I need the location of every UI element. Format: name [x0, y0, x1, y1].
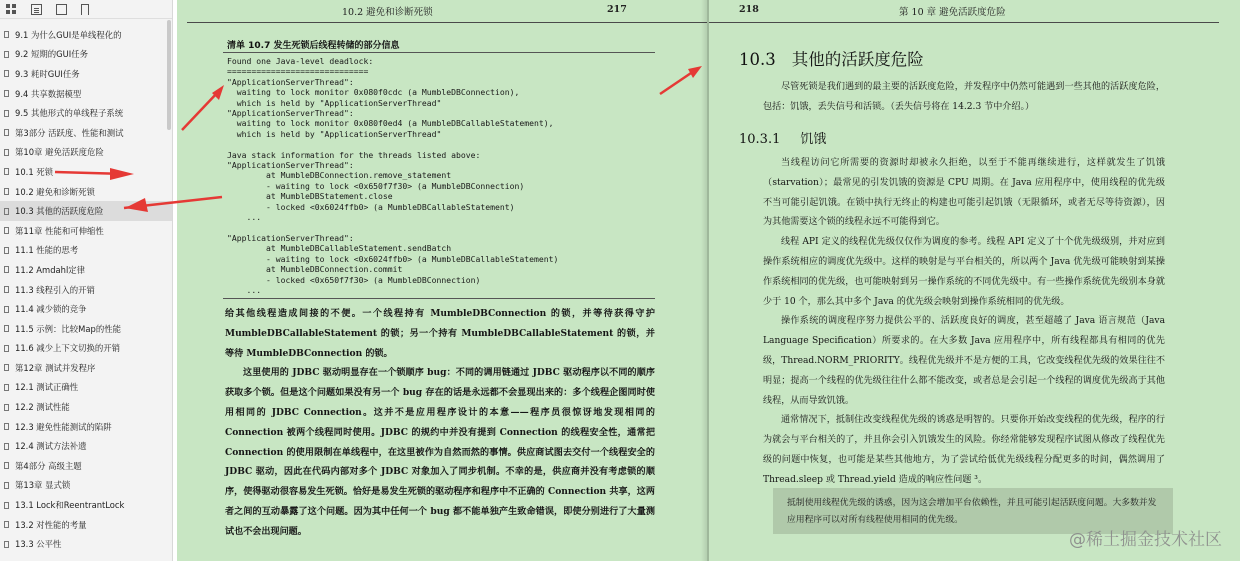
toc-item-label: 12.4 测试方法补遗 [15, 441, 87, 452]
bookmark-page-icon [4, 404, 9, 411]
paragraph-1: 给其他线程造成间接的不便。一个线程持有 MumbleDBConnection 的锁，并等待获得守护 MumbleDBCallableStatement 的锁；另一个持有 MumbleDBCallableStatement 的锁，并等待 MumbleDBConnection 的锁。 [225, 308, 655, 359]
bookmark-page-icon [4, 462, 9, 469]
toc-item[interactable] [0, 64, 172, 84]
sidebar-scrollbar[interactable] [167, 20, 171, 130]
bookmark-page-icon [4, 502, 9, 509]
bookmark-page-icon [4, 266, 9, 273]
bookmark-page-icon [4, 482, 9, 489]
toc-item-label: 第4部分 高级主题 [15, 460, 82, 471]
toc-item-label: 10.1 死锁 [15, 166, 54, 177]
tip-text: 抵制使用线程优先级的诱惑，因为这会增加平台依赖性，并且可能引起活跃度问题。大多数并发应用程序可以对所有线程使用相同的优先级。 [787, 498, 1157, 525]
toc-item-label: 13.2 对性能的考量 [15, 519, 87, 530]
toc-sidebar [0, 0, 173, 561]
toc-item[interactable] [0, 319, 172, 339]
paragraph-3: 操作系统的调度程序努力提供公平的、活跃度良好的调度，甚至超越了 Java 语言规范（Java Language Specification）所要求的。在大多数 Java 应用程序中，所有线程都具有相同的优先级，Thread.NORM_PRIORITY。线程优先级并不是方便的工具，它改变线程优先级的效果往往不明显；提高一个线程的优先级往往什么都不能改变，或者总是会引起一个线程的调度优先级高于其他线程，从而导致饥饿。 [763, 316, 1165, 406]
sidebar-toolbar [0, 0, 172, 19]
bookmark-page-icon [4, 70, 9, 77]
toc-list [0, 19, 172, 554]
bookmark-page-icon [4, 325, 9, 332]
bookmark-page-icon [4, 188, 9, 195]
toc-item-label: 13.1 Lock和ReentrantLock [15, 500, 125, 511]
bookmark-page-icon [4, 306, 9, 313]
running-header: 10.2 避免和诊断死锁 [342, 7, 433, 18]
bookmark-page-icon [4, 51, 9, 58]
toc-item[interactable] [0, 84, 172, 104]
toc-item[interactable] [0, 417, 172, 437]
toc-item-label: 9.4 共享数据模型 [15, 88, 82, 99]
toc-item[interactable] [0, 378, 172, 398]
toc-item[interactable] [0, 201, 172, 221]
running-header: 第 10 章 避免活跃度危险 [899, 7, 1006, 18]
toc-item[interactable] [0, 182, 172, 202]
bookmark-page-icon [4, 384, 9, 391]
toc-item[interactable] [0, 143, 172, 163]
bookmark-page-icon [4, 286, 9, 293]
section-number: 10.3 [739, 50, 776, 69]
listing-title: 清单 10.7 发生死锁后线程转储的部分信息 [227, 41, 400, 51]
toc-item-label: 9.2 短期的GUI任务 [15, 49, 88, 60]
toc-item-label: 10.2 避免和诊断死锁 [15, 186, 95, 197]
toc-item-label: 11.4 减少锁的竞争 [15, 304, 87, 315]
toc-item[interactable] [0, 358, 172, 378]
toc-item-label: 12.3 避免性能测试的陷阱 [15, 421, 112, 432]
header-rule [709, 22, 1219, 23]
toc-item-label: 12.1 测试正确性 [15, 382, 79, 393]
toc-item-label: 9.5 其他形式的单线程子系统 [15, 108, 124, 119]
toc-item[interactable] [0, 123, 172, 143]
toc-item[interactable] [0, 339, 172, 359]
paragraph-2: 这里使用的 JDBC 驱动明显存在一个锁顺序 bug：不同的调用链通过 JDBC 驱动程序以不同的顺序获取多个锁。但是这个问题如果没有另一个 bug 存在的话是永远都不会显现出来的：多个线程企图同时使用相同的 JDBC Connection。这并不是应用程序设计的本意——程序员很惊讶地发现相同的 Connection 被两个线程同时使用。JDBC 的规约中并没有提到 Connection 的线程安全性，通常把 Connection 的使用限制在单线程中，在这里被作为自然而然的事情。供应商试图去交付一个线程安全的 JDBC 驱动，因此在代码内部对多个 JDBC 对象加入了同步机制。不幸的是，供应商并没有考虑锁的顺序，使得驱动很容易发生死锁。恰好是易发生死锁的驱动程序和程序中不正确的 Connection 共享，这两者之间的互动暴露了这个问题。因为其中任何一个 bug 都不能单独产生致命错误，即使分别进行了大量测试也不会出现问题。 [225, 367, 655, 537]
toc-item[interactable] [0, 103, 172, 123]
body-paragraphs [763, 154, 1165, 491]
header-rule [187, 22, 707, 23]
section-heading [739, 46, 924, 70]
paragraph-1: 当线程访问它所需要的资源时却被永久拒绝，以至于不能再继续进行，这样就发生了饥饿（starvation）；最常见的引发饥饿的资源是 CPU 周期。在 Java 应用程序中，使用线程的优先级不当可能引起饥饿。在锁中执行无终止的构建也可能引起饥饿（无限循环，或者无尽等待资源），因为其他需要这个锁的线程永远不可能得到它。 [763, 158, 1165, 228]
bookmark-page-icon [4, 168, 9, 175]
subsection-heading [739, 128, 826, 147]
page-number: 217 [607, 4, 627, 15]
bookmark-page-icon [4, 345, 9, 352]
paragraph-2: 线程 API 定义的线程优先级仅仅作为调度的参考。线程 API 定义了十个优先级级别，并对应到操作系统相应的调度优先级中。这样的映射是与平台相关的，所以两个 Java 优先级可能映射到某操作系统相同的优先级，也可能映射到另一操作系统的不同优先级中。有一些操作系统优先级别本身就少于 10 个，那么其中多个 Java 的优先级会映射到操作系统相同的优先级。 [763, 237, 1165, 307]
toc-item[interactable] [0, 162, 172, 182]
toc-item[interactable] [0, 397, 172, 417]
bookmark-page-icon [4, 443, 9, 450]
bookmark-icon[interactable] [81, 4, 89, 15]
code-listing: Found one Java-level deadlock: ============================= "ApplicationServerThread": waiting to lock monitor 0x080f0cdc (a MumbleDBConnection), which is held by "ApplicationServerThread" "ApplicationServerThread": waiting to lock monitor 0x080f0ed4 (a MumbleDBCallableStatement), which is held by "ApplicationServerThread" Java stack information for the threads listed above: "ApplicationServerThread": at MumbleDBConnection.remove_statement - waiting to lock <0x650f7f30> (a MumbleDBConnection) at MumbleDBStatement.close - locked <0x6024ffb0> (a MumbleDBCallableStatement) ... "ApplicationServerThread": at MumbleDBCallableStatement.sendBatch - waiting to lock <0x6024ffb0> (a MumbleDBCallableStatement) at MumbleDBConnection.commit - locked <0x650f7f30> (a MumbleDBConnection) ... [227, 56, 559, 295]
toc-item[interactable] [0, 280, 172, 300]
toc-item-label: 11.3 线程引入的开销 [15, 284, 95, 295]
toc-item[interactable] [0, 45, 172, 65]
toc-item[interactable] [0, 495, 172, 515]
bookmark-page-icon [4, 31, 9, 38]
bookmark-page-icon [4, 541, 9, 548]
toc-item-label: 第12章 测试并发程序 [15, 362, 96, 373]
paragraph-4: 通常情况下，抵制住改变线程优先级的诱惑是明智的。只要你开始改变线程的优先级，程序的行为就会与平台相关的了，并且你会引入饥饿发生的风险。你经常能够发现程序试图从修改了线程优先级的问题中恢复，也可能是某些其他地方，为了尝试给低优先级线程分配更多的时间，偶然调用了 Thread.sleep 或 Thread.yield 造成的响应性问题 ³。 [763, 415, 1165, 485]
toc-item[interactable] [0, 241, 172, 261]
bookmark-page-icon [4, 149, 9, 156]
page-number: 218 [739, 4, 759, 15]
paragraph [225, 304, 655, 542]
section-title: 其他的活跃度危险 [791, 50, 924, 69]
bookmark-page-icon [4, 521, 9, 528]
intro-paragraph [763, 78, 1165, 118]
toc-item-label: 第13章 显式锁 [15, 480, 71, 491]
bookmark-page-icon [4, 423, 9, 430]
listing-top-rule [223, 52, 655, 53]
page-217 [177, 0, 707, 561]
toc-item[interactable] [0, 299, 172, 319]
toc-item-label: 12.2 测试性能 [15, 402, 70, 413]
toc-item[interactable] [0, 260, 172, 280]
intro-text: 尽管死锁是我们遇到的最主要的活跃度危险，并发程序中仍然可能遇到一些其他的活跃度危险，包括：饥饿，丢失信号和活锁。（丢失信号将在 14.2.3 节中介绍。） [763, 82, 1165, 112]
toc-item[interactable] [0, 436, 172, 456]
toc-item-label: 第11章 性能和可伸缩性 [15, 225, 104, 236]
toc-item-label: 13.3 公平性 [15, 539, 62, 550]
watermark: @稀土掘金技术社区 [1069, 530, 1222, 550]
bookmark-page-icon [4, 129, 9, 136]
subsection-number: 10.3.1 [739, 132, 781, 147]
toc-item[interactable] [0, 456, 172, 476]
toc-item[interactable] [0, 534, 172, 554]
toc-item-label: 11.2 Amdahl定律 [15, 264, 86, 275]
bookmark-page-icon [4, 247, 9, 254]
bookmark-page-icon [4, 110, 9, 117]
toc-item-label: 10.3 其他的活跃度危险 [15, 206, 104, 217]
listing-bottom-rule [223, 298, 655, 299]
toc-item-label: 11.1 性能的思考 [15, 245, 79, 256]
bookmark-page-icon [4, 208, 9, 215]
toc-item-label: 11.5 示例：比较Map的性能 [15, 323, 121, 334]
toc-item[interactable] [0, 25, 172, 45]
toc-item[interactable] [0, 221, 172, 241]
page-218 [709, 0, 1240, 561]
page-icon[interactable] [56, 4, 67, 15]
toc-item-label: 9.3 耗时GUI任务 [15, 68, 80, 79]
bookmark-page-icon [4, 227, 9, 234]
outline-icon[interactable] [31, 4, 42, 15]
toc-item[interactable] [0, 515, 172, 535]
toc-item-label: 第10章 避免活跃度危险 [15, 147, 104, 158]
thumbnail-grid-icon[interactable] [6, 4, 17, 15]
toc-item[interactable] [0, 476, 172, 496]
subsection-title: 饥饿 [800, 132, 827, 147]
bookmark-page-icon [4, 90, 9, 97]
toc-item-label: 第3部分 活跃度、性能和测试 [15, 127, 124, 138]
bookmark-page-icon [4, 364, 9, 371]
toc-item-label: 11.6 减少上下文切换的开销 [15, 343, 121, 354]
toc-item-label: 9.1 为什么GUI是单线程化的 [15, 29, 122, 40]
